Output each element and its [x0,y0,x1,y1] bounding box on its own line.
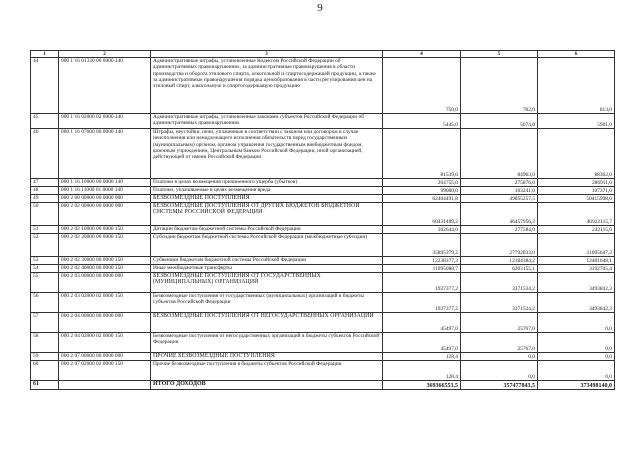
budget-code: 000 2 07 02000 02 0000 150 [59,361,151,381]
row-number: 61 [31,381,59,390]
budget-code: 000 2 00 00000 00 0000 000 [59,195,151,203]
revenue-name: БЕЗВОЗМЕЗДНЫЕ ПОСТУПЛЕНИЯ ОТ ГОСУДАРСТВЕННЫХ (МУНИЦИПАЛЬНЫХ) ОРГАНИЗАЦИЙ [151,273,383,293]
amount-year-3: 0,0 [538,313,615,333]
table-row [31,265,615,273]
budget-code: 000 2 02 00000 00 0000 000 [59,203,151,226]
column-number: 5 [461,51,538,58]
amount-year-2: 275876,0 [461,179,538,187]
amount-year-2: 357477843,5 [461,381,538,390]
amount-year-1: 81539,0 [383,129,461,179]
amount-year-1: 128,4 [383,353,461,361]
row-number: 44 [31,58,59,114]
amount-year-2: 103241,0 [461,187,538,195]
amount-year-2: 3371534,2 [461,293,538,313]
amount-year-3: 107371,0 [538,187,615,195]
revenue-name: ИТОГО ДОХОДОВ [151,381,383,390]
budget-code: 000 1 16 10000 00 0000 140 [59,179,151,187]
amount-year-1: 128,4 [383,361,461,381]
table-row [31,257,615,265]
revenue-name: Платежи, уплачиваемые в целях возмещения вреда [151,187,383,195]
row-number: 55 [31,273,59,293]
table-row [31,313,615,333]
row-number: 53 [31,257,59,265]
amount-year-1: 62404491,8 [383,195,461,203]
table-row [31,333,615,353]
table-row [31,179,615,187]
amount-year-1: 264755,0 [383,179,461,187]
amount-year-3: 242115,0 [538,226,615,234]
table-row [31,293,615,313]
budget-code: 000 2 04 00000 00 0000 000 [59,313,151,333]
amount-year-3: 0,0 [538,353,615,361]
amount-year-1: 60431489,2 [383,203,461,226]
row-number: 60 [31,361,59,381]
revenue-name: Административные штрафы, установленные Кодексом Российской Федерации об административных правонарушениях, за административные правонарушения в области производства и оборота этилового спирта, алкогольной и спиртосодержащей продукции, а также за административные правонарушения порядка ценообразования в части регулирования цен на этиловый спирт, алкогольную и спиртосодержащую продукцию [151,58,383,114]
row-number: 54 [31,265,59,273]
revenue-name: Штрафы, неустойки, пени, уплаченные в соответствии с законом или договором в случае неисполнения или ненадлежащего исполнения обязательств перед государственным (муниципальным) органом, органом управления государственным внебюджетным фондом, казенным учреждением, Центральным банком Российской Федерации, иной организацией, действующей от имени Российской Федерации [151,129,383,179]
amount-year-1: 1927377,2 [383,293,461,313]
revenue-name: БЕЗВОЗМЕЗДНЫЕ ПОСТУПЛЕНИЯ [151,195,383,203]
table-row [31,361,615,381]
revenue-name: Безвозмездные поступления от государственных (муниципальных) организаций в бюджеты субъектов Российской Федерации [151,293,383,313]
amount-year-3: 286911,0 [538,179,615,187]
table-row [31,58,615,114]
table-row [31,187,615,195]
column-number-row [31,51,615,58]
budget-code: 000 1 16 02000 02 0000 140 [59,114,151,129]
amount-year-1: 5445,0 [383,114,461,129]
amount-year-1: 12238377,3 [383,257,461,265]
amount-year-1: 302644,0 [383,226,461,234]
column-number: 6 [538,51,615,58]
amount-year-2: 25767,0 [461,333,538,353]
row-number: 51 [31,226,59,234]
row-number: 47 [31,179,59,187]
revenue-name: ПРОЧИЕ БЕЗВОЗМЕЗДНЫЕ ПОСТУПЛЕНИЯ [151,353,383,361]
amount-year-3: 3192705,4 [538,265,615,273]
budget-code: 000 2 03 00000 00 0000 000 [59,273,151,293]
table-row [31,195,615,203]
amount-year-2: 84963,0 [461,129,538,179]
revenue-table-body [31,51,615,390]
amount-year-3: 31005647,2 [538,234,615,257]
total-row [31,381,615,390]
revenue-name: Безвозмездные поступления от негосударственных организаций в бюджеты субъектов Российской Федерации [151,333,383,353]
amount-year-2: 5674,0 [461,114,538,129]
column-number: 1 [31,51,59,58]
budget-code: 000 2 03 02000 02 0000 150 [59,293,151,313]
amount-year-3: 5901,0 [538,114,615,129]
revenue-name: Субсидии бюджетам бюджетной системы Российской Федерации (межбюджетные субсидии) [151,234,383,257]
amount-year-3: 3493842,3 [538,293,615,313]
amount-year-2: 27792833,0 [461,234,538,257]
amount-year-3: 50415998,0 [538,195,615,203]
amount-year-1: 1927377,2 [383,273,461,293]
row-number: 59 [31,353,59,361]
amount-year-3: 813,0 [538,58,615,114]
budget-code: 000 2 02 10000 00 0000 150 [59,226,151,234]
amount-year-2: 25767,0 [461,313,538,333]
revenue-table [30,50,615,390]
budget-code: 000 2 02 20000 00 0000 150 [59,234,151,257]
budget-code: 000 2 02 40000 00 0000 150 [59,265,151,273]
revenue-name: БЕЗВОЗМЕЗДНЫЕ ПОСТУПЛЕНИЯ ОТ ДРУГИХ БЮДЖЕТОВ БЮДЖЕТНОЙ СИСТЕМЫ РОССИЙСКОЙ ФЕДЕРАЦИИ [151,203,383,226]
budget-code: 000 2 02 30000 00 0000 150 [59,257,151,265]
table-row [31,114,615,129]
row-number: 49 [31,195,59,203]
row-number: 52 [31,234,59,257]
amount-year-1: 35895379,2 [383,234,461,257]
table-row [31,273,615,293]
amount-year-3: 46922115,7 [538,203,615,226]
row-number: 46 [31,129,59,179]
column-number: 3 [151,51,383,58]
revenue-name: Иные межбюджетные трансферты [151,265,383,273]
amount-year-1: 369366553,5 [383,381,461,390]
revenue-name: Платежи в целях возмещения причиненного ущерба (убытков) [151,179,383,187]
amount-year-2: 49855257,5 [461,195,538,203]
amount-year-1: 750,0 [383,58,461,114]
amount-year-3: 12481648,1 [538,257,615,265]
amount-year-2: 782,0 [461,58,538,114]
amount-year-1: 11995088,7 [383,265,461,273]
amount-year-2: 0,0 [461,361,538,381]
amount-year-2: 277584,0 [461,226,538,234]
revenue-name: Административные штрафы, установленные законами субъектов Российской Федерации об административных правонарушениях [151,114,383,129]
budget-code: 000 1 16 01330 00 0000 140 [59,58,151,114]
revenue-name: Дотации бюджетам бюджетной системы Российской Федерации [151,226,383,234]
budget-code: 000 2 07 00000 00 0000 000 [59,353,151,361]
row-number: 56 [31,293,59,313]
row-number: 45 [31,114,59,129]
amount-year-2: 46457956,3 [461,203,538,226]
amount-year-3: 88362,0 [538,129,615,179]
row-number: 48 [31,187,59,195]
revenue-name: БЕЗВОЗМЕЗДНЫЕ ПОСТУПЛЕНИЯ ОТ НЕГОСУДАРСТВЕННЫХ ОРГАНИЗАЦИЙ [151,313,383,333]
amount-year-2: 3371534,2 [461,273,538,293]
budget-code: 000 1 16 07000 00 0000 140 [59,129,151,179]
amount-year-3: 0,0 [538,361,615,381]
table-row [31,353,615,361]
row-number: 57 [31,313,59,333]
amount-year-1: 45497,0 [383,313,461,333]
amount-year-1: 45497,0 [383,333,461,353]
amount-year-2: 12184384,2 [461,257,538,265]
row-number: 50 [31,203,59,226]
amount-year-2: 6203155,1 [461,265,538,273]
revenue-name: Прочие безвозмездные поступления в бюджеты субъектов Российской Федерации [151,361,383,381]
amount-year-3: 0,0 [538,333,615,353]
amount-year-3: 3493842,3 [538,273,615,293]
revenue-name: Субвенции бюджетам бюджетной системы Российской Федерации [151,257,383,265]
table-row [31,129,615,179]
page-number: 9 [317,2,323,14]
column-number: 4 [383,51,461,58]
budget-code [59,381,151,390]
amount-year-3: 373498140,0 [538,381,615,390]
amount-year-2: 0,0 [461,353,538,361]
budget-code: 000 1 16 11000 01 0000 140 [59,187,151,195]
amount-year-1: 99080,0 [383,187,461,195]
column-number: 2 [59,51,151,58]
table-row [31,226,615,234]
table-row [31,234,615,257]
row-number: 58 [31,333,59,353]
table-row [31,203,615,226]
budget-code: 000 2 04 02000 02 0000 150 [59,333,151,353]
